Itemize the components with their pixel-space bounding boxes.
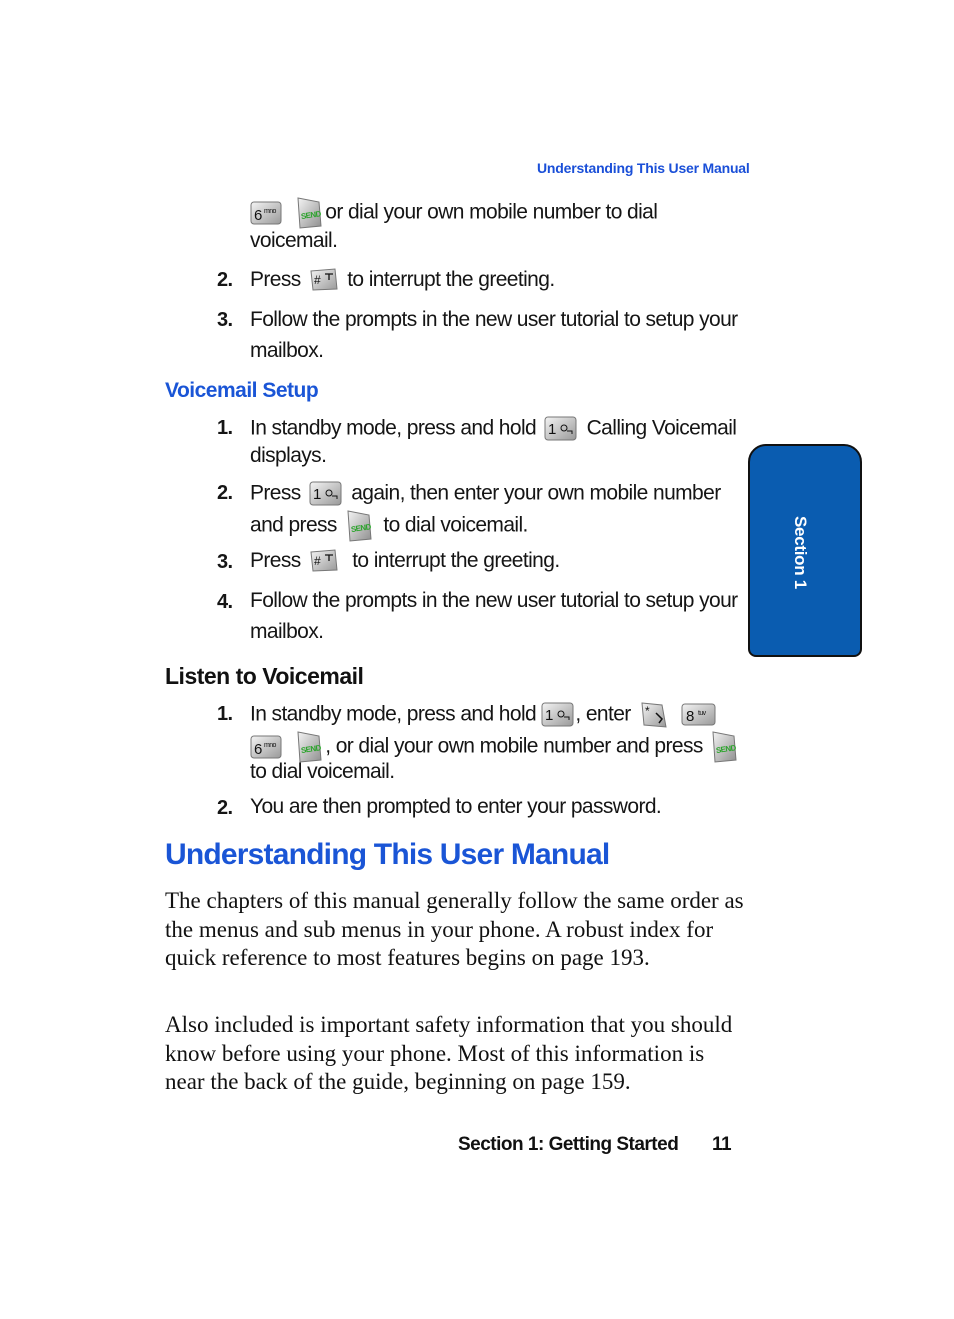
step-text: Press	[250, 268, 301, 291]
setup-step-2-line-1: Press 1 again, then enter your own mobile number	[250, 480, 721, 508]
step-number: 1.	[217, 703, 233, 725]
svg-text:mno: mno	[264, 742, 276, 749]
listen-step-1-line-1: In standby mode, press and hold 1 , enter * 8 tuv	[250, 701, 717, 729]
svg-text:#: #	[313, 554, 321, 569]
intro-line-1	[250, 196, 657, 230]
svg-text:SEND: SEND	[350, 522, 372, 535]
manual-paragraph-1: The chapters of this manual generally follow the same order as the menus and sub menus in your phone. A robust index for quick reference to most features begins on page 193.	[165, 888, 744, 971]
setup-step-1-line-2: displays.	[250, 444, 327, 467]
setup-step-2-line-2: and press SEND to dial voicemail.	[250, 509, 528, 543]
setup-step-4-line-1: Follow the prompts in the new user tutorial to setup your	[250, 589, 738, 612]
footer-section: Section 1: Getting Started	[458, 1134, 679, 1155]
hash-key-icon	[309, 268, 339, 292]
send-key-icon	[295, 730, 325, 764]
intro-line-2: voicemail.	[250, 229, 338, 252]
key-1-icon	[541, 701, 575, 729]
step-number: 4.	[217, 591, 233, 613]
step-number: 3.	[217, 551, 233, 573]
send-key-icon	[710, 730, 740, 764]
step-number: 1.	[217, 417, 233, 439]
step-2-line	[250, 268, 555, 292]
listen-step-1-line-2: 6 mno SEND , or dial your own mobile number and press SEND	[250, 730, 740, 764]
intro-line-1-text: or dial your own mobile number to dial	[325, 200, 658, 224]
listen-heading: Listen to Voicemail	[165, 663, 364, 689]
step-number: 2.	[217, 797, 233, 819]
page-number: 11	[712, 1134, 732, 1155]
svg-text:tuv: tuv	[698, 710, 706, 717]
step-3-line-2: mailbox.	[250, 339, 324, 362]
running-header: Understanding This User Manual	[537, 160, 750, 176]
send-key-icon	[295, 196, 325, 230]
step-3-line-1: Follow the prompts in the new user tutorial to setup your	[250, 308, 738, 331]
step-number: 2.	[217, 482, 233, 504]
key-1-icon	[309, 480, 343, 508]
svg-text:SEND: SEND	[300, 743, 322, 756]
section-tab	[748, 444, 862, 657]
svg-text:6: 6	[254, 741, 262, 758]
star-key-icon	[640, 701, 668, 729]
svg-text:8: 8	[686, 708, 694, 725]
svg-text:#: #	[313, 273, 321, 288]
svg-text:*: *	[644, 704, 650, 718]
svg-text:1: 1	[545, 707, 554, 724]
key-8-icon	[681, 702, 717, 728]
svg-text:SEND: SEND	[715, 743, 737, 756]
key-1-icon	[544, 415, 578, 443]
listen-step-1-line-3: to dial voicemail.	[250, 760, 395, 783]
key-6-icon	[250, 199, 284, 227]
hash-key-icon	[309, 549, 339, 573]
send-key-icon	[345, 509, 375, 543]
listen-step-2-line: You are then prompted to enter your password.	[250, 795, 662, 818]
setup-step-1-line-1: In standby mode, press and hold 1 Calling Voicemail	[250, 415, 736, 443]
svg-text:1: 1	[312, 486, 321, 503]
setup-step-3-line: Press # to interrupt the greeting.	[250, 549, 560, 572]
step-text: to interrupt the greeting.	[347, 268, 555, 291]
key-6-icon	[250, 733, 284, 761]
key-6-glyph: 6	[254, 207, 262, 224]
manual-paragraph-2: Also included is important safety information that you should know before using your phone. Most of this information is near the back of the guide, beginning on page 159.	[165, 1012, 733, 1095]
svg-text:SEND: SEND	[300, 209, 322, 222]
svg-text:1: 1	[548, 421, 557, 438]
svg-text:mno: mno	[264, 208, 276, 215]
setup-step-4-line-2: mailbox.	[250, 620, 324, 643]
step-number: 3.	[217, 309, 233, 331]
manual-heading: Understanding This User Manual	[165, 838, 610, 871]
voicemail-setup-heading: Voicemail Setup	[165, 379, 319, 402]
section-tab-label: Section 1	[791, 516, 810, 589]
step-number: 2.	[217, 269, 233, 291]
